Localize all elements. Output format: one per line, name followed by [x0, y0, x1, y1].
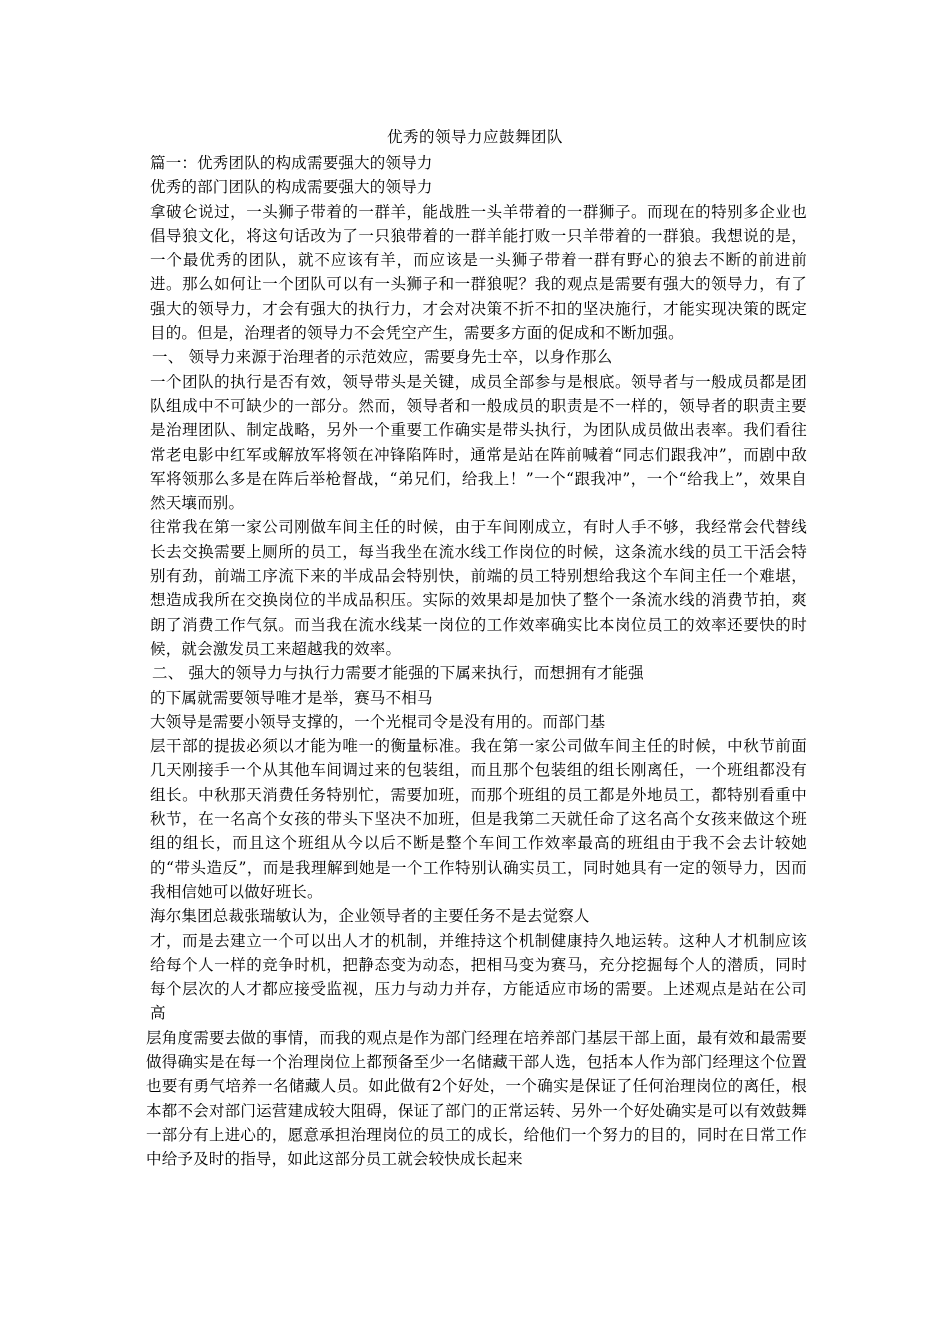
section-heading-2: 二、 强大的领导力与执行力需要才能强的下属来执行，而想拥有才能强 [152, 664, 644, 683]
document-body [146, 151, 807, 1171]
paragraph-haier-body: 才，而是去建立一个可以出人才的机制，并维持这个机制健康持久地运转。这种人才机制应该给每个人一样的竞争时机，把静态变为动态，把相马变为赛马，充分挖掘每个人的潜质，同时每个层次的人才都应接受监视，压力与动力并存，方能适应市场的需要。上述观点是站在公司高 [150, 931, 807, 1023]
paragraph-section-1-body: 一个团队的执行是否有效，领导带头是关键，成员全部参与是根底。领导者与一般成员都是团队组成中不可缺少的一部分。然而，领导者和一般成员的职责是不一样的，领导者的职责主要是治理团队、制定战略，另外一个重要工作确实是带头执行，为团队成员做出表率。我们看往常老电影中红军或解放军将领在冲锋陷阵时，通常是站在阵前喊着“同志们跟我冲”，而剧中敌军将领那么多是在阵后举枪督战，“弟兄们，给我上！”一个“跟我冲”，一个“给我上”，效果自然天壤而别。 [150, 372, 807, 513]
paragraph-intro: 拿破仑说过，一头狮子带着的一群羊，能战胜一头羊带着的一群狮子。而现在的特别多企业也倡导狼文化，将这句话改为了一只狼带着的一群羊能打败一只羊带着的一群狼。我想说的是，一个最优秀的团队，就不应该有羊，而应该是一头狮子带着一群有野心的狼去不断的前进前进。那么如何让一个团队可以有一头狮子和一群狼呢？我的观点是需要有强大的领导力，有了强大的领导力，才会有强大的执行力，才会对决策不折不扣的坚决施行，才能实现决策的既定目的。但是，治理者的领导力不会凭空产生，需要多方面的促成和不断加强。 [150, 202, 807, 343]
paragraph-manager-view: 层角度需要去做的事情，而我的观点是作为部门经理在培养部门基层干部上面，最有效和最需要做得确实是在每一个治理岗位上都预备至少一名储藏干部人选，包括本人作为部门经理这个位置也要有勇气培养一名储藏人员。如此做有2个好处，一个确实是保证了任何治理岗位的离任，根本都不会对部门运营建成较大阻碍，保证了部门的正常运转、另外一个好处确实是可以有效鼓舞一部分有上进心的，愿意承担治理岗位的员工的成长，给他们一个努力的目的，同时在日常工作中给予及时的指导，如此这部分员工就会较快成长起来 [146, 1028, 807, 1169]
paragraph-chapter-heading: 篇一：优秀团队的构成需要强大的领导力 [150, 154, 433, 172]
paragraph-section-2-body: 层干部的提拔必须以才能为唯一的衡量标准。我在第一家公司做车间主任的时候，中秋节前面几天刚接手一个从其他车间调过来的包装组，而且那个包装组的组长刚离任，一个班组都没有组长。中秋那天消费任务特别忙，需要加班，而那个班组的员工都是外地员工，都特别看重中秋节，在一名高个女孩的带头下坚决不加班，但是我第二天就任命了这名高个女孩来做这个班组的组长，而且这个班组从今以后不断是整个车间工作效率最高的班组由于我不会去计较她的“带头造反”，而是我理解到她是一个工作特别认确实员工，同时她具有一定的领导力，因而我相信她可以做好班长。 [150, 737, 807, 901]
document-title: 优秀的领导力应鼓舞团队 [386, 128, 563, 146]
paragraph-subtitle: 优秀的部门团队的构成需要强大的领导力 [150, 178, 433, 197]
section-heading-1: 一、 领导力来源于治理者的示范效应，需要身先士卒，以身作那么 [152, 348, 613, 367]
section-heading-2-continued: 的下属就需要领导唯才是举，赛马不相马 [150, 688, 433, 707]
paragraph-section-2-lead: 大领导是需要小领导支撑的，一个光棍司令是没有用的。而部门基 [150, 712, 606, 731]
paragraph-haier-lead: 海尔集团总裁张瑞敏认为，企业领导者的主要任务不是去觉察人 [150, 907, 590, 926]
paragraph-section-1-example: 往常我在第一家公司刚做车间主任的时候，由于车间刚成立，有时人手不够，我经常会代替线长去交换需要上厕所的员工，每当我坐在流水线工作岗位的时候，这条流水线的员工干活会特别有劲，前端工序流下来的半成品会特别快，前端的员工特别想给我这个车间主任一个难堪，想造成我所在交换岗位的半成品积压。实际的效果却是加快了整个一条流水线的消费节拍，爽朗了消费工作气氛。而当我在流水线某一岗位的工作效率确实比本岗位员工的效率还要快的时候，就会激发员工来超越我的效率。 [150, 518, 807, 658]
